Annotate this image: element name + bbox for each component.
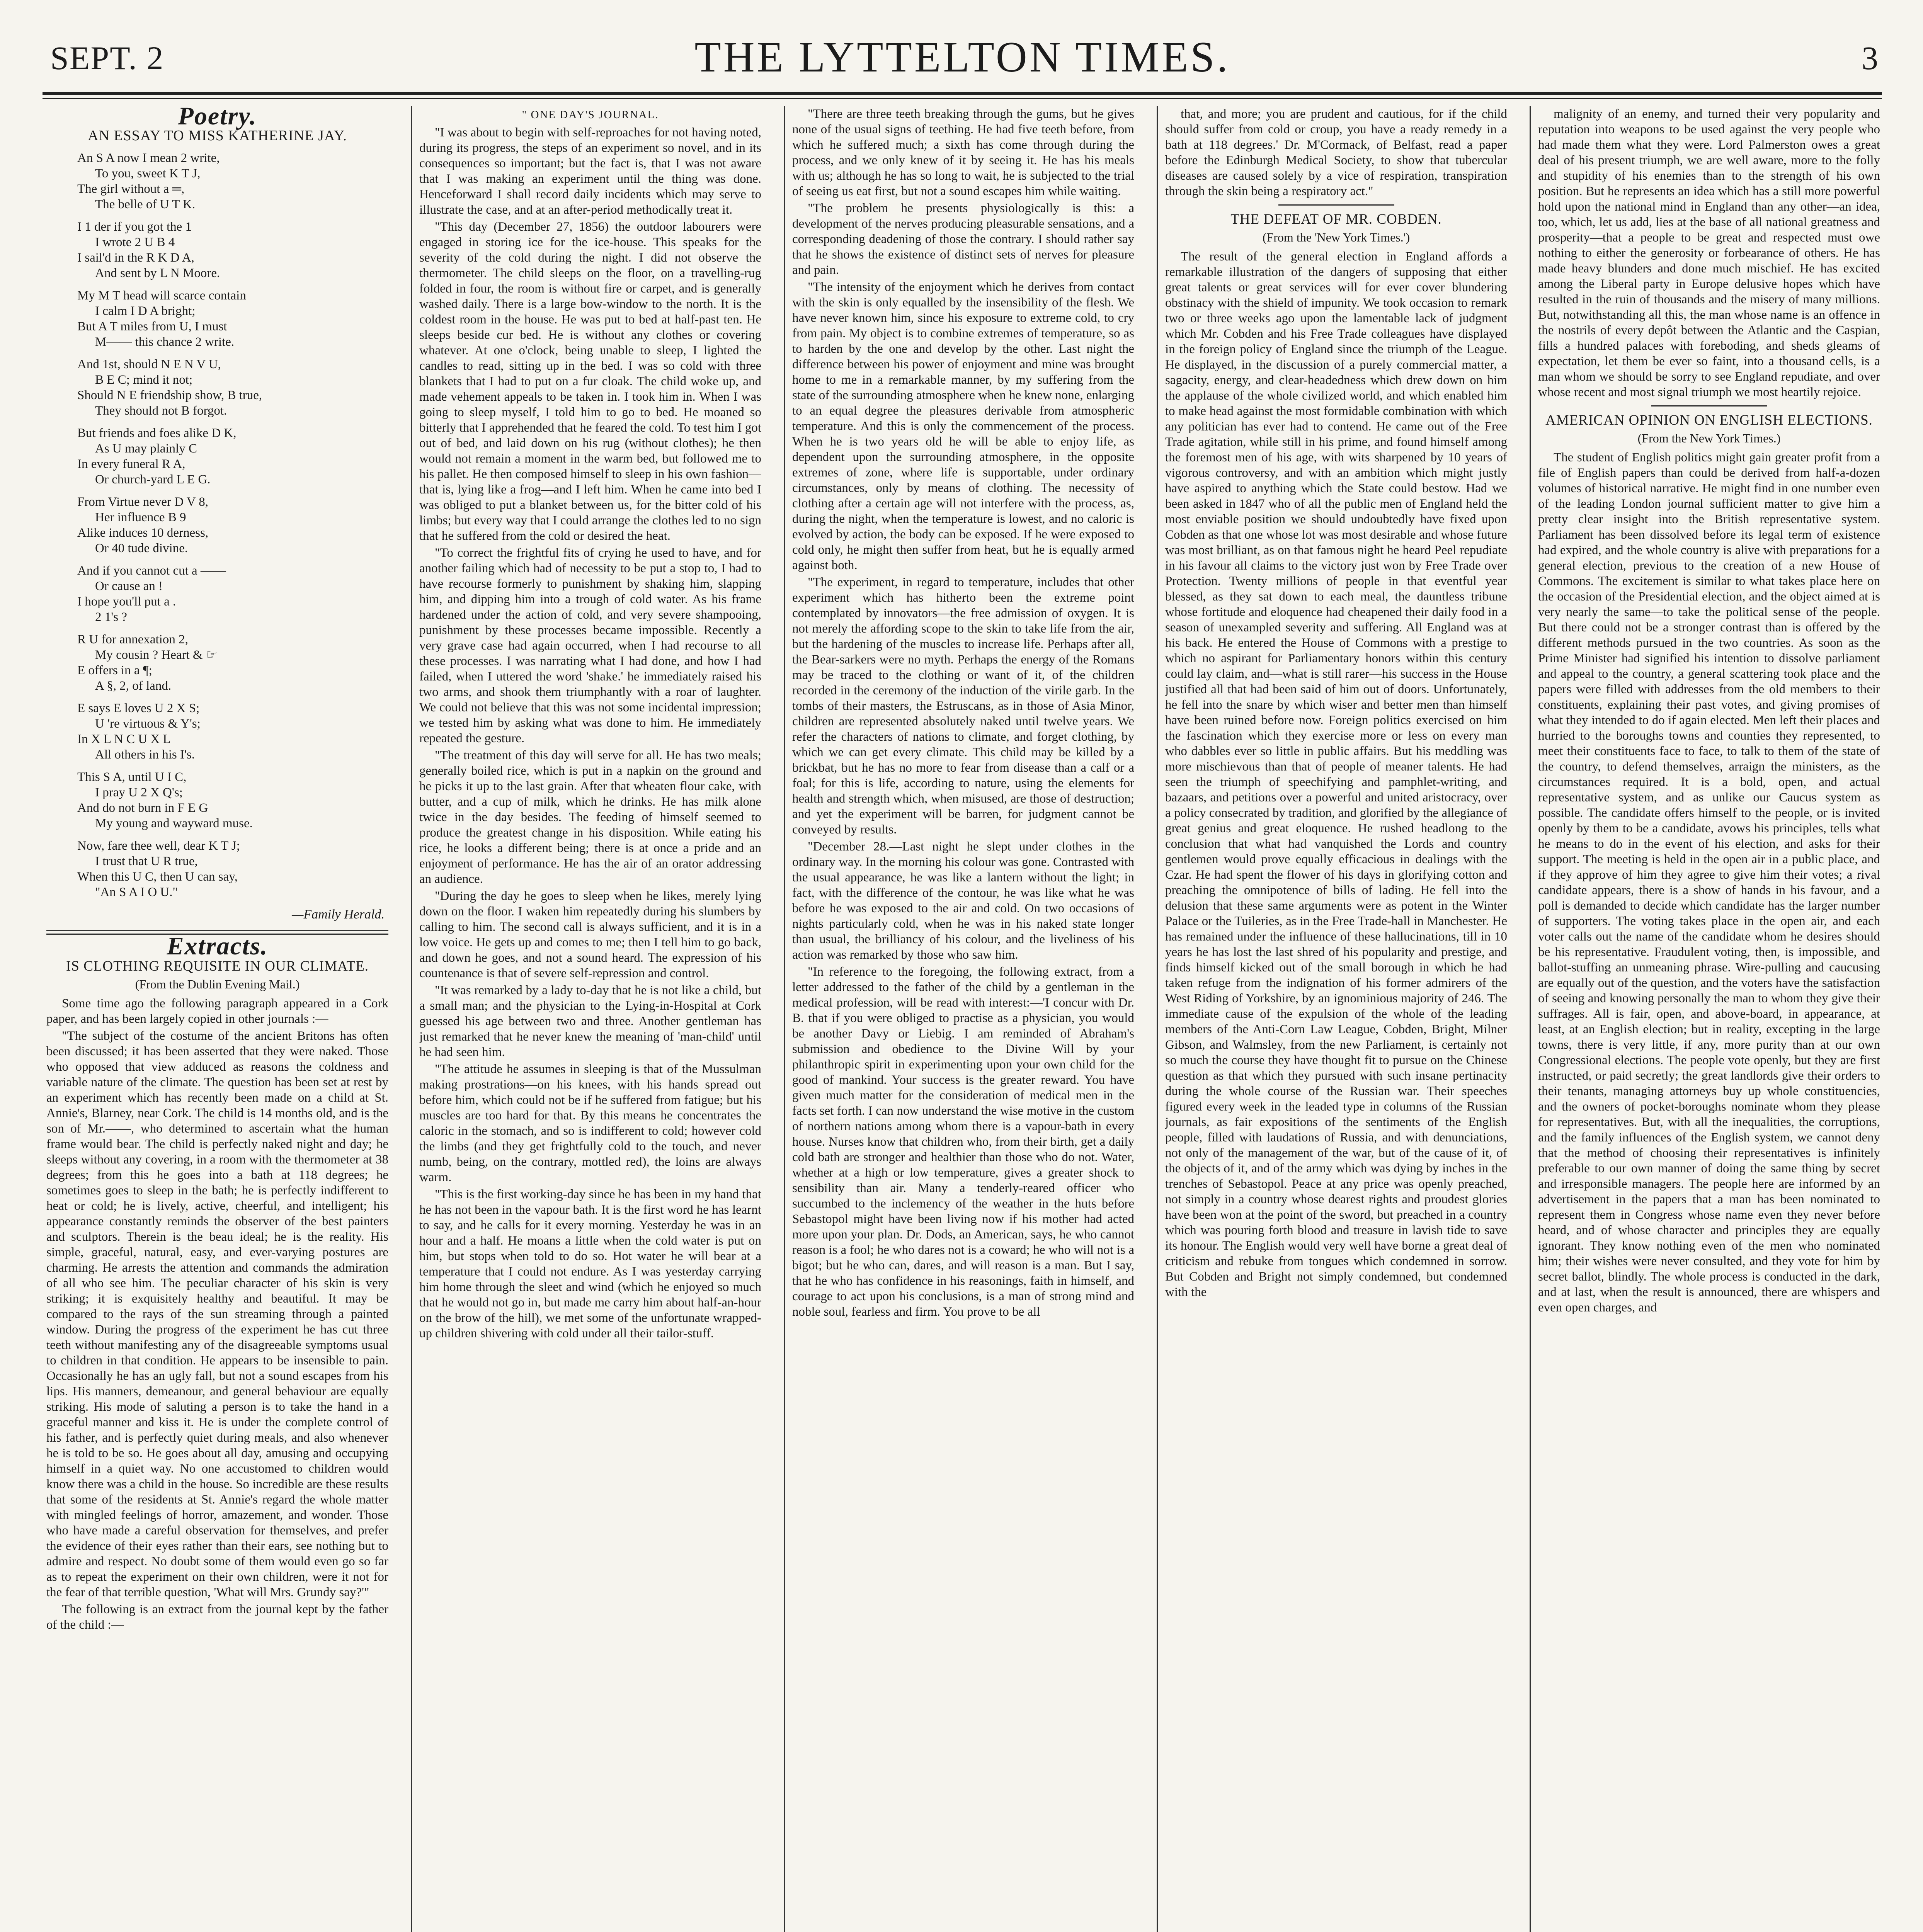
- section-heading-poetry: Poetry.: [178, 106, 257, 130]
- article-body: [46, 996, 388, 1633]
- paragraph: "The experiment, in regard to temperature, includes that other experiment which has hitherto been the extreme point contemplated by innovators—the free admission of oxygen. It is not merely the affording scope to the skin to take life from the air, but the hardening of the muscles to increase life. Perhaps after all, the Bear-sarkers were no myth. Perhaps the energy of the Romans may be traced to the clothing or want of it, of the children recorded in the ceremony of the induction of the virile garb. In the tombs of their masters, the Estruscans, as in those of Asia Minor, children are represented absolutely naked until twelve years. We refer the characters of nations to climate, and forget clothing, by which we can get every climate. This child may be killed by a brickbat, but he has no more to fear from disease than a calf or a foal; for this is life, according to nature, using the elements for health and strength which, when misused, are those of destruction; and yet the experiment will be barren, for judgment cannot be conveyed by results.: [792, 575, 1134, 837]
- article-body: [1538, 106, 1880, 400]
- journal-heading: " ONE DAY'S JOURNAL.: [522, 109, 659, 121]
- masthead-rule: [43, 92, 1882, 95]
- poem-line: U 're virtuous & Y's;: [95, 717, 201, 731]
- poem-line: As U may plainly C: [95, 442, 197, 456]
- paragraph: "During the day he goes to sleep when he likes, merely lying down on the floor. I waken him repeatedly during his slumbers by calling to him. The second call is always sufficient, and it is in a low voice. He gets up and comes to me; then I tell him to go back, and down he goes, and not a sound heard. The expression of his countenance is that of severe self-repression and control.: [419, 889, 761, 980]
- paragraph: "There are three teeth breaking through the gums, but he gives none of the usual signs of teething. He had five teeth before, from which he suffered much; a sixth has come through during the process, and we only knew of it by seeing it. He has his meals with us; although he has so long to wait, he is subjected to the trial of seeing us eat first, but not a sound escapes him while waiting.: [792, 107, 1134, 198]
- poem-line: Or 40 tude divine.: [95, 541, 188, 555]
- poem-line: And 1st, should N E N V U,: [77, 357, 221, 371]
- poem-line: In X L N C U X L: [77, 732, 171, 746]
- article-divider: [1278, 204, 1394, 206]
- poem-line: My young and wayward muse.: [95, 816, 253, 830]
- poem-stanza: [77, 769, 388, 831]
- paragraph: "This day (December 27, 1856) the outdoor labourers were engaged in storing ice for the ice-house. This speaks for the severity of the cold during the night. I did not observe the thermometer. The child sleeps on the floor, on a travelling-rug folded in four, the room is without fire or carpet, and is generally washed daily. There is a large bow-window to the north. It is the coldest room in the house. He was put to bed at half-past ten. He sleeps beside cur bed. He is without any clothes or covering whatever. At one o'clock, being unable to sleep, I lighted the candles to read, sitting up in the bed. I was so cold with three blankets that I had to put on a fur cloak. The child woke up, and made vehement appeals to be taken in. I took him in. When I was going to sleep myself, I told him to go to bed. He moaned so bitterly that I apprehended that he feared the cold. To test him I got out of bed, and laid down on his rug (without clothes); he then would not remain a moment in the warm bed, but followed me to his pallet. He then composed himself to sleep in his own fashion—that is, lying like a frog—and I left him. When he came into bed I was obliged to put a blanket between us, for the bitter cold of his limbs; but every way that I could arrange the clothes led to no sign that he suffered from the cold or desired the heat.: [419, 220, 761, 543]
- poem-body: [46, 150, 388, 900]
- newspaper-title: THE LYTTELTON TIMES.: [694, 33, 1230, 81]
- column-5: [1538, 106, 1880, 1932]
- poem-line: M—— this chance 2 write.: [95, 335, 235, 349]
- article-divider: [1651, 405, 1767, 406]
- poem-line: I sail'd in the R K D A,: [77, 251, 194, 265]
- poem-line: R U for annexation 2,: [77, 633, 188, 646]
- poem-line: I 1 der if you got the 1: [77, 220, 192, 234]
- article-body: [792, 106, 1134, 1320]
- article-body: [1538, 450, 1880, 1315]
- article-source: (From the 'New York Times.'): [1262, 230, 1410, 244]
- article-body: [419, 125, 761, 1341]
- column-rule: [1530, 106, 1531, 1932]
- poem-line: Alike induces 10 derness,: [77, 526, 209, 540]
- poem-line: B E C; mind it not;: [95, 373, 193, 387]
- poem-line: I pray U 2 X Q's;: [95, 786, 183, 799]
- poem-line: From Virtue never D V 8,: [77, 495, 208, 509]
- poem-line: And sent by L N Moore.: [95, 266, 220, 280]
- poem-line: But friends and foes alike D K,: [77, 426, 237, 440]
- poem-title: AN ESSAY TO MISS KATHERINE JAY.: [88, 128, 347, 144]
- poem-line: Now, fare thee well, dear K T J;: [77, 839, 240, 853]
- paragraph: "The attitude he assumes in sleeping is that of the Mussulman making prostrations—on his knees, with his hands spread out before him, which could not be if he suffered from fatigue; but his muscles are too hard for that. By this means he concentrates the caloric in the stomach, and so is indifferent to cold; however cold the limbs (and they get frightfully cold to the touch, and never numb, being, on the contrary, mottled red), the loins are always warm.: [419, 1062, 761, 1184]
- section-heading-extracts: Extracts.: [167, 932, 268, 960]
- poem-line: I trust that U R true,: [95, 854, 198, 868]
- paragraph: "To correct the frightful fits of crying he used to have, and for another failing which had of necessity to be put a stop to, I had to have recourse formerly to punishment by shaking him, slapping him, and dipping him into a trough of cold water. As his frame hardened under the action of cold, and very severe shampooing, punishment by these processes became impossible. Recently a very grave case had again occurred, when I had recourse to all these processes. I was narrating what I had done, and how I had failed, when I uttered the word 'shake.' he immediately raised his two arms, and shook them triumphantly with a roar of laughter. We could not believe that this was not some incidental impression; we tested him by asking what was done to him. He immediately repeated the gesture.: [419, 546, 761, 745]
- paragraph: "It was remarked by a lady to-day that he is not like a child, but a small man; and the physician to the Lying-in-Hospital at Cork guessed his age between two and three. Another gentleman has just remarked that he never knew the meaning of 'man-child' until he had seen him.: [419, 983, 761, 1059]
- poem-stanza: [77, 701, 388, 762]
- poem-line: I wrote 2 U B 4: [95, 235, 175, 249]
- poem-stanza: [77, 288, 388, 350]
- section-divider: [46, 930, 388, 931]
- article-title: THE DEFEAT OF MR. COBDEN.: [1230, 211, 1442, 227]
- paragraph: The result of the general election in England affords a remarkable illustration of the dangers of supposing that either great talents or great services will for ever cover blundering obstinacy with the shield of impunity. We took occasion to remark two or three weeks ago upon the lamentable lack of judgment which Mr. Cobden and his Free Trade colleagues have displayed in the foreign policy of England since the triumph of the League. He displayed, in the discussion of a purely commercial matter, a sagacity, energy, and clear-headedness which drew down on him the applause of the whole civilized world, and which enabled him to make head against the most formidable combination with which any politician has ever had to contend. He came out of the Free Trade agitation, while still in his prime, and found himself among the foremost men of his age, with wits sharpened by 10 years of vigorous controversy, and with an ambition which might justly have aspired to anything which the State could bestow. Had we been asked in 1847 who of all the public men of England held the most enviable position we should undoubtedly have fixed upon Cobden as that one whose lot was most desirable and whose future was most brilliant, as on that famous night he heard Peel repudiate in his favour all claims to the victory just won by Free Trade over Protection. Twenty millions of people in that eventful year blessed, as they sat down to each meal, the dauntless tribune whose fortitude and eloquence had cheapened their daily food in a season of unexampled severity and suffering. All England was at his back. He entered the House of Commons with a prestige to which no aspirant for Parliamentary honors within this century could lay claim, and—what is still rarer—his success in the House justified all that had been said of him out of doors. Unfortunately, he fell into the snare by which wiser and better men than himself have been ruined before now. Foreign politics exercised on him the fascination which they exercise more or less on every man who dabbles ever so little in public affairs. But his meddling was more mischievous than that of people of meaner talents. He had seen the triumph of speechifying and pamphlet-writing, and bazaars, and petitions over a powerful and united aristocracy, over a policy consecrated by tradition, and glorified by the allegiance of great genius and great eloquence. He rushed headlong to the conclusion that what had vanquished the Lords and country gentlemen would prove equally efficacious in dealings with the Czar. He had spent the flower of his days in glorifying cotton and preaching the omnipotence of bills of lading. He fell into the delusion that these same arguments were as potent in the Winter Palace or the Tuileries, as in the Free Trade-hall in Manchester. He has remained under the influence of these hallucinations, till in 10 years he has lost the last shred of his popularity and prestige, and finds himself kicked out of the small borough in which he had taken refuge from the indignation of his former admirers of the West Riding of Yorkshire, by an ignominious majority of 246. The immediate cause of the expulsion of the whole of the leading members of the Anti-Corn Law League, Cobden, Bright, Milner Gibson, and Walmsley, from the new Parliament, is certainly not so much the course they have thought fit to pursue on the Chinese question as that which they pursued with such insane pertinacity during the whole course of the Russian war. Their speeches figured every week in the leaded type in columns of the Russian journals, as fair expositions of the sentiments of the English people, filled with laudations of Russia, and with denunciations, not only of the management of the war, but of the cause of it, of the objects of it, and of the army which was dying by inches in the trenches of Sebastopol. Peace at any price was openly preached, not simply in a country whose dearest rights and proudest glories have been won at the point of the sword, but preached in a country which was pouring forth blood and treasure in lavish tide to save its honour. The English would very well have borne a great deal of criticism and rebuke from tongues which condemned in sorrow. But Cobden and Bright not simply condemned, but condemned with the: [1165, 250, 1507, 1299]
- paragraph: that, and more; you are prudent and cautious, for if the child should suffer from cold or croup, you have a ready remedy in a bath at 118 degrees.' Dr. M'Cormack, of Belfast, read a paper before the Edinburgh Medical Society, to show that tubercular diseases are caused solely by a vice of respiration, transpiration through the skin being a respiratory act.": [1165, 107, 1507, 198]
- poem-stanza: [77, 357, 388, 418]
- paragraph: The student of English politics might gain greater profit from a file of English papers than could be derived from half-a-dozen volumes of historical narrative. He might find in one number even of the leading London journal sufficient matter to give him a pretty clear insight into the British representative system. Parliament has been dissolved before its legal term of existence had expired, and the whole country is alive with preparations for a general election, previous to the creation of a new House of Commons. The excitement is similar to what takes place here on the occasion of the Presidential election, and the object aimed at is very nearly the same—to take the political sense of the people. But there could not be a stronger contrast than is offered by the different methods pursued in the two countries. As soon as the Prime Minister had signified his intention to dissolve parliament and appeal to the country, a general scattering took place and the papers were filled with addresses from the old members to their constituents, explaining their past votes, and giving promises of what they intended to do if again elected. Men left their places and hurried to the boroughs towns and counties they represented, to meet their constituents face to face, to talk to them of the state of the country, to defend themselves, arraign the ministers, as the circumstances required. It is a bold, open, and actual representative system, and as unlike our Caucus system as possible. The candidate offers himself to the people, or is invited openly by them to be a candidate, avows his principles, tells what he means to do in the event of his election, and asks for their support. The meeting is held in the open air in a public place, and if they approve of him they agree to give him their votes; a rival candidate appears, there is a show of hands in his favour, and a poll is demanded to decide which candidate has the larger number of supporters. The voting takes place in the open air, and each voter calls out the name of the candidate whom he desires should be his representative. Fraudulent voting, then, is impossible, and ballot-stuffing an unmeaning phrase. Wire-pulling and caucusing are equally out of the question, and the voters have the satisfaction of seeing and knowing personally the man to whom they give their suffrages. All is fair, open, and above-board, in appearance, at least, at an English election; but in reality, excepting in the large towns, there is very little, if any, more purity than at our own Congressional elections. The people vote openly, but they are first instructed, or paid secretly; the great landlords give their orders to their tenants, managing attorneys buy up whole constituencies, and the owners of pocket-boroughs nominate whom they please for representatives. But, with all the inequalities, the corruptions, and the family influences of the English system, we cannot deny that the method of choosing their representatives is infinitely preferable to our own manner of doing the same thing by secret and irresponsible managers. The people here are informed by an advertisement in the papers that a man has been nominated to represent them in Congress whose name even they never before heard, and of whose character and principles they are equally ignorant. They know nothing even of the men who nominated him; their wishes were never consulted, and they vote for him by secret ballot, blindly. The whole process is conducted in the dark, and at last, when the result is announced, there are whispers and even open charges, and: [1538, 451, 1880, 1315]
- issue-date: SEPT. 2: [50, 39, 164, 77]
- column-4: [1165, 106, 1507, 1932]
- poem-line: Her influence B 9: [95, 510, 186, 524]
- poem-stanza: [77, 563, 388, 625]
- poem-line: Or church-yard L E G.: [95, 473, 211, 486]
- masthead: [43, 27, 1882, 85]
- poem-line: "An S A I O U.": [95, 885, 178, 899]
- poem-credit: —Family Herald.: [292, 907, 385, 922]
- poem-line: 2 1's ?: [95, 610, 127, 624]
- article-body: [1165, 106, 1507, 199]
- column-rule: [784, 106, 785, 1932]
- article-title: AMERICAN OPINION ON ENGLISH ELECTIONS.: [1545, 412, 1873, 428]
- poem-line: In every funeral R A,: [77, 457, 185, 471]
- poem-line: I calm I D A bright;: [95, 304, 196, 318]
- paragraph: "The problem he presents physiologically is this: a development of the nerves producing pleasurable sensations, and a corresponding deadening of those the contrary. I should rather say that he shows the existence of distinct sets of nerves for pleasure and pain.: [792, 201, 1134, 277]
- article-title: IS CLOTHING REQUISITE IN OUR CLIMATE.: [66, 958, 369, 974]
- poem-line: An S A now I mean 2 write,: [77, 151, 220, 165]
- article-source: (From the New York Times.): [1637, 431, 1781, 445]
- poem-line: When this U C, then U can say,: [77, 870, 238, 884]
- paragraph: "In reference to the foregoing, the following extract, from a letter addressed to the father of the child by a gentleman in the medical profession, will be read with interest:—'I concur with Dr. B. that if you were obliged to practise as a physician, you would be another Davy or Liebig. I am reminded of Abraham's submission and obedience to the Divine Will by your philanthropic spirit in experimenting upon your own child for the good of mankind. Your success is the greater reward. You have given much matter for the consideration of medical men in the facts set forth. I can now understand the wise motive in the custom of northern nations among whom there is a vapour-bath in every house. Nurses know that children who, from their birth, get a daily cold bath are stronger and healthier than those who do not. Water, whether at a high or low temperature, gives a greater shock to sensibility than air. Many a tenderly-reared officer who succumbed to the inclemency of the weather in the huts before Sebastopol might have been living now if his mother had acted more upon your plan. Dr. Dods, an American, says, he who cannot reason is a fool; he who dares not is a coward; he who will not is a bigot; but he who can, dares, and will reason is a man. But I say, that he who has confidence in his reasonings, faith in himself, and courage to act upon his conclusions, is a man of strong mind and noble soul, fearless and firm. You prove to be all: [792, 965, 1134, 1319]
- paragraph: Some time ago the following paragraph appeared in a Cork paper, and has been largely copied in other journals :—: [46, 997, 388, 1026]
- poem-stanza: [77, 632, 388, 694]
- poem-stanza: [77, 838, 388, 900]
- poem-line: E offers in a ¶;: [77, 663, 152, 677]
- poem-line: And do not burn in F E G: [77, 801, 208, 815]
- column-rule: [1157, 106, 1158, 1932]
- poem-line: My M T head will scarce contain: [77, 289, 246, 303]
- paragraph: "This is the first working-day since he has been in my hand that he has not been in the vapour bath. It is the first word he has learnt to say, and he calls for it every morning. Yesterday he was in an hour and a half. He moans a little when the cold water is put on him, but stops when told to do so. Hot water he will bear at a temperature that I could not endure. As I was yesterday carrying him home through the sleet and wind (which he enjoyed so much that he would not go in, but made me carry him about half-an-hour on the brow of the hill), we met some of the unfortunate wrapped-up children shivering with cold under all their tailor-stuff.: [419, 1187, 761, 1340]
- paragraph: "December 28.—Last night he slept under clothes in the ordinary way. In the morning his colour was gone. Contrasted with the usual appearance, he was like a lantern without the light; in fact, with the difference of the contour, he was like what he was before he was exposed to the air and cold. On two occasions of nights particularly cold, when he was in his naked state longer than usual, the brilliancy of his colour, and the liveliness of his action was remarked by those who saw him.: [792, 840, 1134, 962]
- poem-line: This S A, until U I C,: [77, 770, 187, 784]
- page-number: 3: [1862, 39, 1878, 77]
- article-body: [1165, 249, 1507, 1300]
- poem-line: But A T miles from U, I must: [77, 320, 227, 333]
- paragraph: "The subject of the costume of the ancient Britons has often been discussed; it has been asserted that they were naked. Those who opposed that view adduced as reasons the coldness and variable nature of the climate. The question has been set at rest by an experiment which has recently been made on a child at St. Annie's, Blarney, near Cork. The child is 14 months old, and is the son of Mr.——, who determined to ascertain what the human frame would bear. The child is perfectly naked night and day; he sleeps without any covering, in a room with the thermometer at 38 degrees; from this he goes into a bath at 118 degrees; he sometimes goes to sleep in the bath; he is perfectly indifferent to heat or cold; he is lively, active, cheerful, and intelligent; his appearance constantly reminds the observer of the best painters and sculptors. Therein is the beau ideal; he is the reality. His simple, graceful, natural, easy, and ever-varying postures are charming. He arrests the attention and commands the admiration of all who see him. The peculiar character of his skin is very striking; it is exquisitely healthy and beautiful. It may be compared to the rays of the sun streaming through a painted window. During the progress of the experiment he has cut three teeth without manifesting any of the disagreeable symptoms usual to children in that condition. He appears to be insensible to pain. Occasionally he has an ugly fall, but not a sound escapes from his lips. His manners, demeanour, and general behaviour are equally striking. His mode of saluting a person is to take the hand in a graceful manner and kiss it. He is under the complete control of his father, and is perfectly quiet during meals, and also whenever he is told to be so. He goes about all day, amusing and occupying himself in a quiet way. No one accustomed to children would know there was a child in the house. So incredible are these results that some of the residents at St. Annie's regard the whole matter with mingled feelings of horror, amazement, and wonder. Those who have made a careful observation for themselves, and prefer the evidence of their eyes rather than their ears, see nothing but to admire and respect. No doubt some of them would even go so far as to repeat the experiment on their own children, were it not for the fear of that terrible question, 'What will Mrs. Grundy say?'": [46, 1029, 388, 1599]
- poem-line: The belle of U T K.: [95, 197, 196, 211]
- poem-line: I hope you'll put a .: [77, 595, 176, 609]
- paragraph: malignity of an enemy, and turned their very popularity and reputation into weapons to be used against the very people who had made them what they were. Lord Palmerston owes a great deal of his present triumph, we are well aware, more to the folly and stupidity of his enemies than to the strength of his own position. But he represents an idea which has a still more powerful hold upon the national mind in England than any other—an idea, too, which, let us add, lies at the base of all national greatness and prosperity—that a people to be great and respected must owe nothing to either the generosity or forbearance of others. He has made heavy blunders and done much mischief. He has excited among the Liberal party in Europe delusive hopes which have resulted in the ruin of thousands and the misery of many millions. But, notwithstanding all this, the man whose name is an offence in the nostrils of every depôt between the Atlantic and the Caspian, fills a hundred palaces with foreboding, and sheds gleams of expectation, let them be ever so faint, into a thousand cells, is a man whom we should be sorry to see England repudiate, and over whose recent and most signal triumph we most heartily rejoice.: [1538, 107, 1880, 399]
- paragraph: "I was about to begin with self-reproaches for not having noted, during its progress, the steps of an experiment so novel, and in its consequences so important; but the fact is, that I was not aware that I was making an experiment until the thing was done. Henceforward I shall record daily incidents which may serve to illustrate the case, and at an after-period methodically treat it.: [419, 126, 761, 217]
- poem-line: E says E loves U 2 X S;: [77, 701, 200, 715]
- poem-line: The girl without a ═,: [77, 182, 185, 196]
- poem-line: Should N E friendship show, B true,: [77, 388, 262, 402]
- poem-line: Or cause an !: [95, 579, 163, 593]
- poem-stanza: [77, 150, 388, 212]
- column-2: [419, 106, 761, 1932]
- column-rule: [411, 106, 412, 1932]
- poem-line: They should not B forgot.: [95, 404, 227, 418]
- poem-line: A §, 2, of land.: [95, 679, 172, 693]
- poem-line: To you, sweet K T J,: [95, 167, 201, 180]
- column-3: [792, 106, 1134, 1932]
- poem-stanza: [77, 219, 388, 281]
- column-1: [46, 106, 388, 1932]
- poem-line: My cousin ? Heart & ☞: [95, 648, 218, 662]
- paragraph: The following is an extract from the journal kept by the father of the child :—: [46, 1602, 388, 1632]
- poem-line: All others in his I's.: [95, 748, 195, 762]
- article-source: (From the Dublin Evening Mail.): [135, 977, 300, 991]
- paragraph: "The treatment of this day will serve for all. He has two meals; generally boiled rice, which is put in a napkin on the ground and he picks it up to the last grain. After that wheaten flour cake, with butter, and a cup of milk, which he drinks. He has milk alone twice in the day besides. The feeding of himself seemed to produce the greatest change in his disposition. While eating his rice, he looks a different being; there is at once a pride and an enjoyment of performance. He has the air of an orator addressing an audience.: [419, 748, 761, 886]
- paragraph: "The intensity of the enjoyment which he derives from contact with the skin is only equalled by the insensibility of the flesh. We have never known him, since his exposure to extreme cold, to cry from pain. My object is to combine extremes of temperature, so as to harden by the one and develop by the other. Last night the difference between his power of enjoyment and mine was brought home to me in a remarkable manner, by my suffering from the state of the surrounding atmosphere when he knew none, enlarging to an equal degree the pleasures derivable from atmospheric temperature. And this is only the commencement of the process. When he is two years old he will be able to enjoy life, as dependent upon the surrounding atmosphere, in the opposite extremes of zone, where life is supportable, under ordinary circumstances, only by means of clothing. The necessity of clothing after a certain age will not interfere with the process, as, during the night, when the temperature is lowest, and no caloric is evolved by action, the body can be exposed. If he were exposed to cold only, he might then suffer from heat, but he is equally armed against both.: [792, 280, 1134, 572]
- poem-line: And if you cannot cut a ——: [77, 564, 226, 578]
- poem-stanza: [77, 425, 388, 487]
- poem-stanza: [77, 494, 388, 556]
- masthead-rule-thin: [43, 98, 1882, 99]
